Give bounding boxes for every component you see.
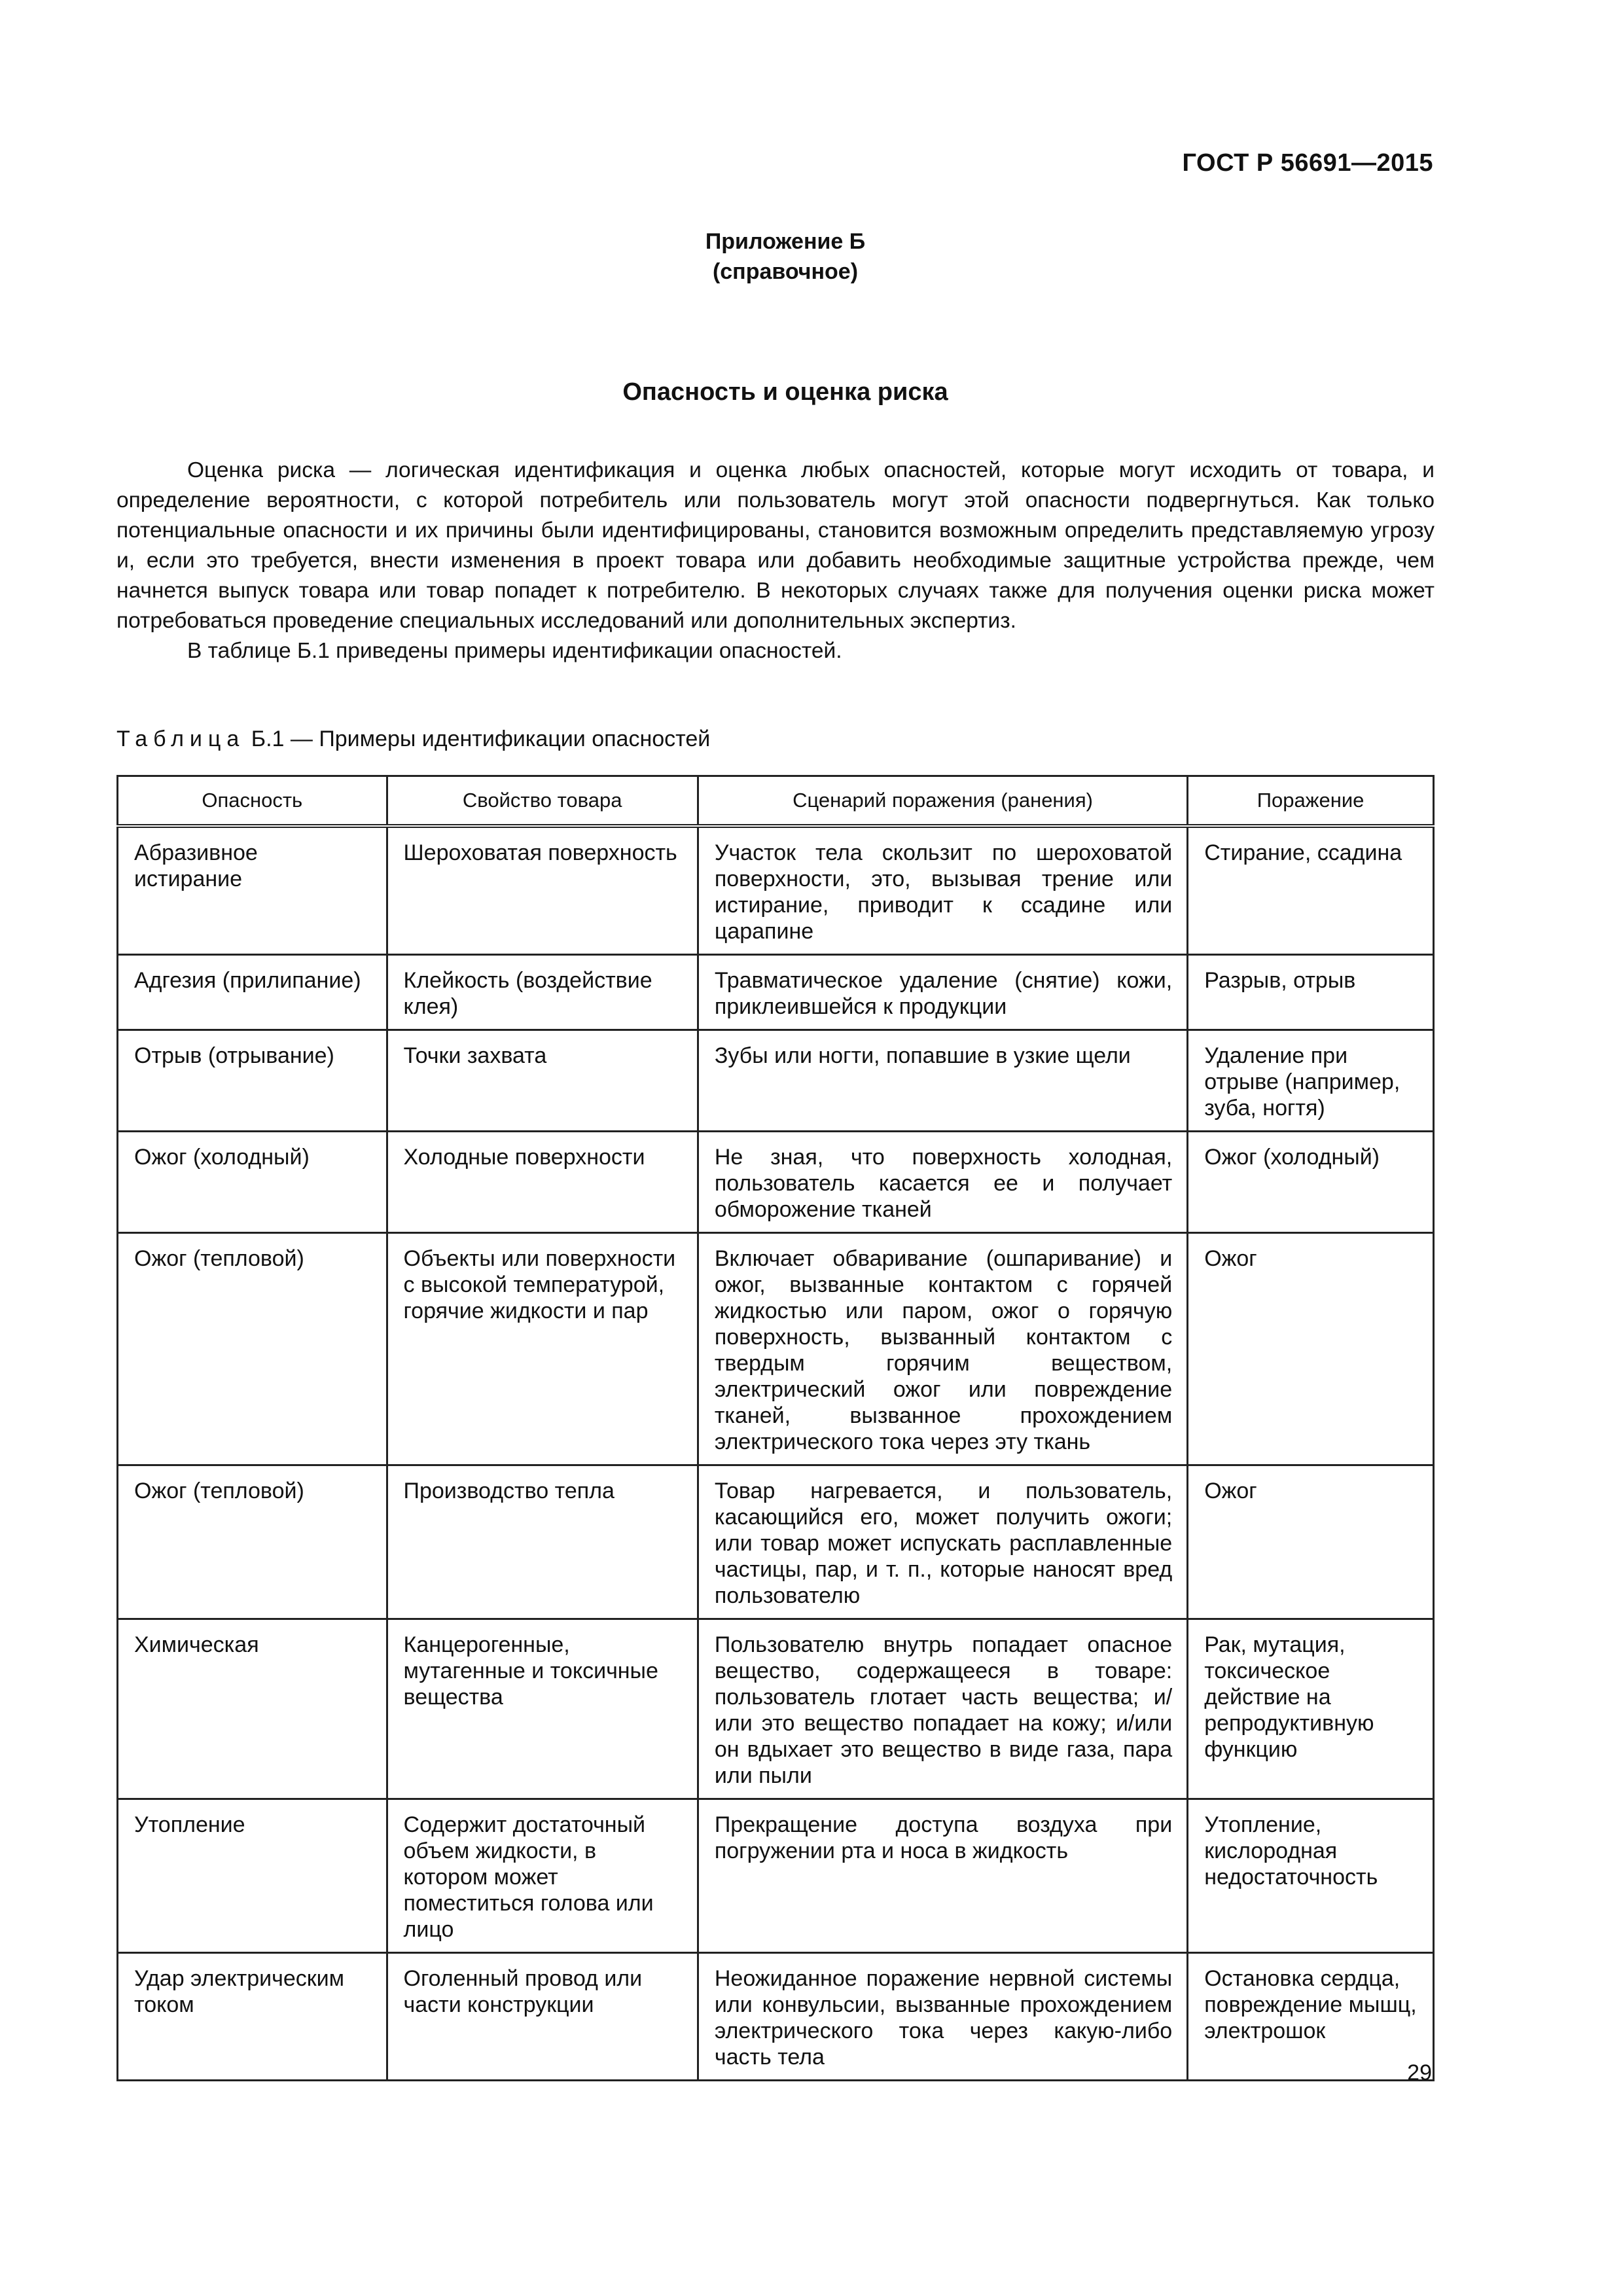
cell-scenario: Неожиданное поражение нервной системы или конвульсии, вызванные прохождением электрического тока через какую-либо часть тела <box>698 1953 1187 2081</box>
appendix-title: Приложение Б <box>705 229 866 254</box>
appendix-heading <box>0 226 1571 287</box>
header-hazard: Опасность <box>118 776 387 827</box>
header-product-property: Свойство товара <box>387 776 698 827</box>
cell-scenario: Товар нагревается, и пользователь, касающийся его, может получить ожоги; или товар может испускать расплавленные частицы, пар, и т. п., которые наносят вред пользователю <box>698 1465 1187 1619</box>
table-row <box>118 1465 1434 1619</box>
table-caption-label: Таблица <box>116 726 245 751</box>
section-title: Опасность и оценка риска <box>622 378 948 406</box>
cell-injury: Ожог <box>1188 1465 1434 1619</box>
table-row <box>118 955 1434 1030</box>
cell-injury: Разрыв, отрыв <box>1188 955 1434 1030</box>
cell-scenario: Зубы или ногти, попавшие в узкие щели <box>698 1030 1187 1132</box>
table-row <box>118 1799 1434 1953</box>
cell-hazard: Ожог (тепловой) <box>118 1465 387 1619</box>
cell-property: Оголенный провод или части конструкции <box>387 1953 698 2081</box>
cell-property: Объекты или поверхности с высокой температурой, горячие жидкости и пар <box>387 1233 698 1465</box>
cell-hazard: Адгезия (прилипание) <box>118 955 387 1030</box>
cell-injury: Удаление при отрыве (например, зуба, ногтя) <box>1188 1030 1434 1132</box>
table-row <box>118 1953 1434 2081</box>
cell-scenario: Участок тела скользит по шероховатой поверхности, это, вызывая трение или истирание, приводит к ссадине или царапине <box>698 826 1187 955</box>
page-number: 29 <box>1407 2060 1432 2085</box>
cell-property: Канцерогенные, мутагенные и токсичные вещества <box>387 1619 698 1799</box>
cell-hazard: Ожог (тепловой) <box>118 1233 387 1465</box>
cell-injury: Рак, мутация, токсическое действие на репродуктивную функцию <box>1188 1619 1434 1799</box>
table-row <box>118 1233 1434 1465</box>
cell-hazard: Удар электрическим током <box>118 1953 387 2081</box>
cell-injury: Стирание, ссадина <box>1188 826 1434 955</box>
table-caption <box>116 726 710 752</box>
table-row <box>118 1030 1434 1132</box>
cell-injury: Ожог <box>1188 1233 1434 1465</box>
cell-scenario: Включает обваривание (ошпаривание) и ожог, вызванные контактом с горячей жидкостью или паром, ожог о горячую поверхность, вызванный контактом с твердым горячим веществом, электрический ожог или повреждение тканей, вызванное прохождением электрического тока через эту ткань <box>698 1233 1187 1465</box>
cell-hazard: Утопление <box>118 1799 387 1953</box>
cell-property: Содержит достаточный объем жидкости, в котором может поместиться голова или лицо <box>387 1799 698 1953</box>
header-injury: Поражение <box>1188 776 1434 827</box>
table-row <box>118 826 1434 955</box>
cell-property: Производство тепла <box>387 1465 698 1619</box>
cell-property: Точки захвата <box>387 1030 698 1132</box>
cell-hazard: Химическая <box>118 1619 387 1799</box>
cell-hazard: Отрыв (отрывание) <box>118 1030 387 1132</box>
paragraph-table-reference: В таблице Б.1 приведены примеры идентификации опасностей. <box>187 639 842 663</box>
cell-injury: Ожог (холодный) <box>1188 1132 1434 1233</box>
paragraph-risk-assessment: Оценка риска — логическая идентификация и оценка любых опасностей, которые могут исходить от товара, и определение вероятности, с которой потребитель или пользователь могут этой опасности подвергнуться. Как только потенциальные опасности и их причины были идентифицированы, становится возможным определить представляемую угрозу и, если это требуется, внести изменения в проект товара или добавить необходимые защитные устройства прежде, чем начнется выпуск товара или товар попадет к потребителю. В некоторых случаях также для получения оценки риска может потребоваться проведение специальных исследований или дополнительных экспертиз. <box>116 458 1435 633</box>
table-row <box>118 1619 1434 1799</box>
cell-scenario: Пользователю внутрь попадает опасное вещество, содержащееся в товаре: пользователь глотает часть вещества; и/или это вещество попадает на кожу; и/или он вдыхает это вещество в виде газа, пара или пыли <box>698 1619 1187 1799</box>
cell-property: Клейкость (воздействие клея) <box>387 955 698 1030</box>
header-injury-scenario: Сценарий поражения (ранения) <box>698 776 1187 827</box>
cell-scenario: Прекращение доступа воздуха при погружении рта и носа в жидкость <box>698 1799 1187 1953</box>
hazards-table <box>116 775 1435 2081</box>
cell-property: Холодные поверхности <box>387 1132 698 1233</box>
cell-injury: Остановка сердца, повреждение мышц, электрошок <box>1188 1953 1434 2081</box>
appendix-subtitle: (справочное) <box>712 259 859 284</box>
cell-injury: Утопление, кислородная недостаточность <box>1188 1799 1434 1953</box>
table-header-row <box>118 776 1434 827</box>
table-row <box>118 1132 1434 1233</box>
table-caption-text: Б.1 — Примеры идентификации опасностей <box>251 726 711 751</box>
cell-property: Шероховатая поверхность <box>387 826 698 955</box>
cell-scenario: Не зная, что поверхность холодная, пользователь касается ее и получает обморожение тканей <box>698 1132 1187 1233</box>
document-standard-number: ГОСТ Р 56691—2015 <box>1182 149 1433 177</box>
body-text <box>116 456 1435 666</box>
cell-hazard: Абразивное истирание <box>118 826 387 955</box>
cell-scenario: Травматическое удаление (снятие) кожи, приклеившейся к продукции <box>698 955 1187 1030</box>
cell-hazard: Ожог (холодный) <box>118 1132 387 1233</box>
